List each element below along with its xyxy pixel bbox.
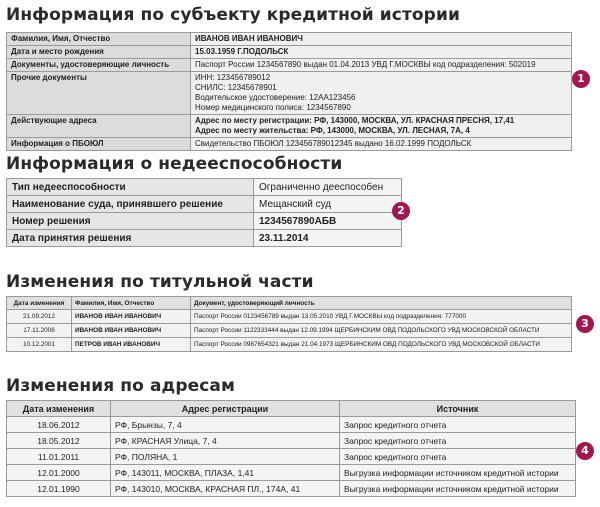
column-header: Дата изменения	[7, 297, 72, 310]
title-changes-table	[6, 296, 572, 352]
address-cell: РФ, Брынзы, 7, 4	[111, 417, 340, 433]
table-row	[7, 72, 572, 115]
section-incapacity	[6, 154, 384, 244]
row-label: Действующие адреса	[7, 115, 191, 138]
line: Адрес по месту регистрации: РФ, 143000, МОСКВА, УЛ. КРАСНАЯ ПРЕСНЯ, 17,41	[195, 116, 515, 125]
table-row	[7, 59, 572, 72]
badge-3: 3	[576, 315, 594, 333]
incapacity-table	[6, 178, 402, 247]
table-header-row	[7, 297, 572, 310]
row-label: Дата и место рождения	[7, 46, 191, 59]
address-cell: РФ, 143010, МОСКВА, КРАСНАЯ ПЛ., 174А, 41	[111, 481, 340, 497]
row-label: Тип недееспособности	[7, 179, 254, 196]
section-title: Информация о недееспособности	[6, 154, 343, 174]
row-label: Наименование суда, принявшего решение	[7, 196, 254, 213]
badge-1: 1	[572, 70, 590, 88]
document-cell: Паспорт России 0987654321 выдан 21.04.1973 ЩЕРБИНСКИМ ОВД ПОДОЛЬСКОГО УВД МОСКОВСКОЙ ОБЛАСТИ	[191, 338, 572, 352]
table-row	[7, 179, 402, 196]
address-cell: РФ, КРАСНАЯ Улица, 7, 4	[111, 433, 340, 449]
row-label: Фамилия, Имя, Отчество	[7, 33, 191, 46]
table-row	[7, 433, 576, 449]
line: Адрес по месту жительства: РФ, 143000, МОСКВА, УЛ. ЛЕСНАЯ, 7А, 4	[195, 126, 470, 135]
row-value: 1234567890АБВ	[254, 213, 402, 230]
date-cell: 11.01.2011	[7, 449, 111, 465]
row-label: Номер решения	[7, 213, 254, 230]
table-row	[7, 481, 576, 497]
line: Водительское удостоверение: 12AA123456	[195, 93, 356, 102]
address-changes-table	[6, 400, 576, 497]
column-header: Источник	[340, 401, 576, 417]
table-row	[7, 115, 572, 138]
date-cell: 17.11.2006	[7, 324, 72, 338]
name-cell: ПЕТРОВ ИВАН ИВАНОВИЧ	[72, 338, 191, 352]
source-cell: Запрос кредитного отчета	[340, 417, 576, 433]
column-header: Дата изменения	[7, 401, 111, 417]
source-cell: Выгрузка информации источником кредитной истории	[340, 465, 576, 481]
section-title: Информация по субъекту кредитной истории	[6, 5, 460, 25]
source-cell: Запрос кредитного отчета	[340, 449, 576, 465]
source-cell: Выгрузка информации источником кредитной истории	[340, 481, 576, 497]
badge-4: 4	[576, 442, 594, 460]
row-value: Паспорт России 1234567890 выдан 01.04.2013 УВД Г.МОСКВЫ код подразделения: 502019	[191, 59, 572, 72]
row-value: 23.11.2014	[254, 230, 402, 247]
section-address-changes	[6, 376, 559, 494]
name-cell: ИВАНОВ ИВАН ИВАНОВИЧ	[72, 310, 191, 324]
column-header: Документ, удостоверяющий личность	[191, 297, 572, 310]
table-row	[7, 138, 572, 151]
line: ИНН: 123456789012	[195, 73, 271, 82]
table-header-row	[7, 401, 576, 417]
subject-info-table	[6, 32, 572, 151]
table-row	[7, 213, 402, 230]
table-row	[7, 417, 576, 433]
table-row	[7, 196, 402, 213]
date-cell: 12.01.1990	[7, 481, 111, 497]
address-cell: РФ, 143011, МОСКВА, ПЛАЗА, 1,41	[111, 465, 340, 481]
date-cell: 12.01.2000	[7, 465, 111, 481]
table-row	[7, 324, 572, 338]
date-cell: 10.12.2001	[7, 338, 72, 352]
date-cell: 18.05.2012	[7, 433, 111, 449]
row-label: Дата принятия решения	[7, 230, 254, 247]
section-title: Изменения по титульной части	[6, 272, 314, 292]
table-row	[7, 338, 572, 352]
table-row	[7, 449, 576, 465]
document-cell: Паспорт России 1122333444 выдан 12.09.1994 ЩЕРБИНСКИМ ОВД ПОДОЛЬСКОГО УВД МОСКОВСКОЙ ОБЛАСТИ	[191, 324, 572, 338]
section-subject-info	[6, 5, 536, 148]
row-value	[191, 72, 572, 115]
line: Номер медицинского полиса: 1234567890	[195, 103, 351, 112]
column-header: Фамилия, Имя, Отчество	[72, 297, 191, 310]
row-label: Документы, удостоверяющие личность	[7, 59, 191, 72]
column-header: Адрес регистрации	[111, 401, 340, 417]
row-label: Информация о ПБОЮЛ	[7, 138, 191, 151]
address-cell: РФ, ПОЛЯНА, 1	[111, 449, 340, 465]
row-value: Ограниченно дееспособен	[254, 179, 402, 196]
table-row	[7, 310, 572, 324]
document-cell: Паспорт России 0123456789 выдан 13.05.2010 УВД Г.МОСКВЫ код подразделения: 777000	[191, 310, 572, 324]
section-title: Изменения по адресам	[6, 376, 235, 396]
row-value: 15.03.1959 Г.ПОДОЛЬСК	[191, 46, 572, 59]
row-value	[191, 115, 572, 138]
badge-2: 2	[392, 202, 410, 220]
table-row	[7, 230, 402, 247]
row-label: Прочие документы	[7, 72, 191, 115]
line: СНИЛС: 12345678901	[195, 83, 277, 92]
source-cell: Запрос кредитного отчета	[340, 433, 576, 449]
section-title-changes	[6, 272, 540, 348]
table-row	[7, 465, 576, 481]
table-row	[7, 46, 572, 59]
date-cell: 21.09.2012	[7, 310, 72, 324]
date-cell: 18.06.2012	[7, 417, 111, 433]
table-row	[7, 33, 572, 46]
row-value: Мещанский суд	[254, 196, 402, 213]
row-value: Свидетельство ПБОЮЛ 123456789012345 выдано 16.02.1999 ПОДОЛЬСК	[191, 138, 572, 151]
row-value: ИВАНОВ ИВАН ИВАНОВИЧ	[191, 33, 572, 46]
name-cell: ИВАНОВ ИВАН ИВАНОВИЧ	[72, 324, 191, 338]
